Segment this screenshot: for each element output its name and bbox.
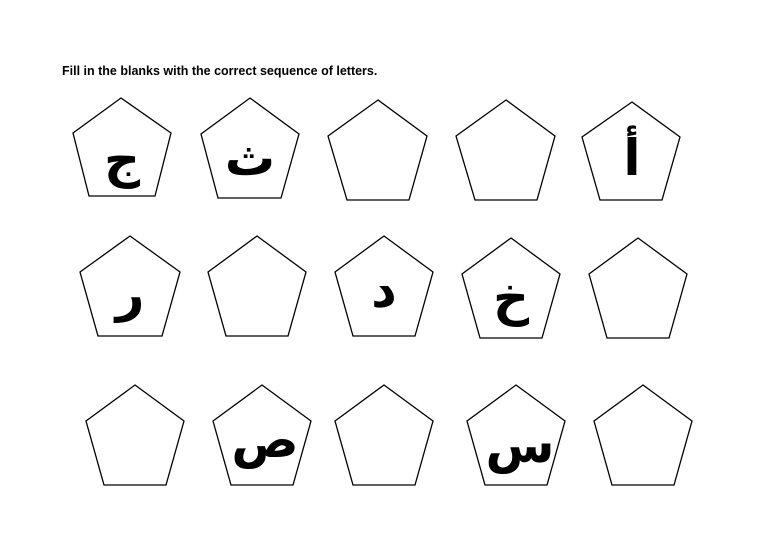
- pentagon-shape: [328, 100, 427, 200]
- pentagon-cell: [73, 98, 171, 196]
- pentagon-shape: [456, 100, 555, 200]
- pentagon-shape: [594, 385, 692, 485]
- pentagon-letter: ر: [115, 265, 145, 323]
- pentagon-cell: [86, 385, 184, 485]
- pentagon-cell: [80, 236, 180, 336]
- pentagon-shape: [86, 385, 184, 485]
- pentagon-cell: [335, 236, 433, 336]
- pentagon-letter: س: [485, 416, 555, 474]
- pentagon-letter: ث: [224, 129, 276, 187]
- instruction-text: Fill in the blanks with the correct sequence of letters.: [62, 64, 378, 78]
- pentagon-letter: أ: [623, 129, 641, 187]
- pentagon-cell: [462, 238, 560, 338]
- pentagon-cell: [213, 385, 311, 485]
- pentagon-cell: [208, 236, 306, 336]
- pentagon-cell: [328, 100, 427, 200]
- pentagon-letter: خ: [492, 269, 530, 327]
- pentagon-cell: [467, 385, 565, 485]
- pentagon-shape: [335, 385, 433, 485]
- pentagon-letter: ج: [103, 131, 141, 189]
- pentagon-cell: [456, 100, 555, 200]
- pentagon-shape: [589, 238, 687, 338]
- pentagon-cell: [589, 238, 687, 338]
- pentagon-cell: [594, 385, 692, 485]
- pentagon-letter: د: [371, 261, 397, 319]
- pentagon-cell: [582, 102, 680, 200]
- pentagon-letter: ص: [231, 411, 299, 469]
- pentagon-cell: [335, 385, 433, 485]
- pentagon-cell: [201, 98, 299, 198]
- pentagon-shape: [208, 236, 306, 336]
